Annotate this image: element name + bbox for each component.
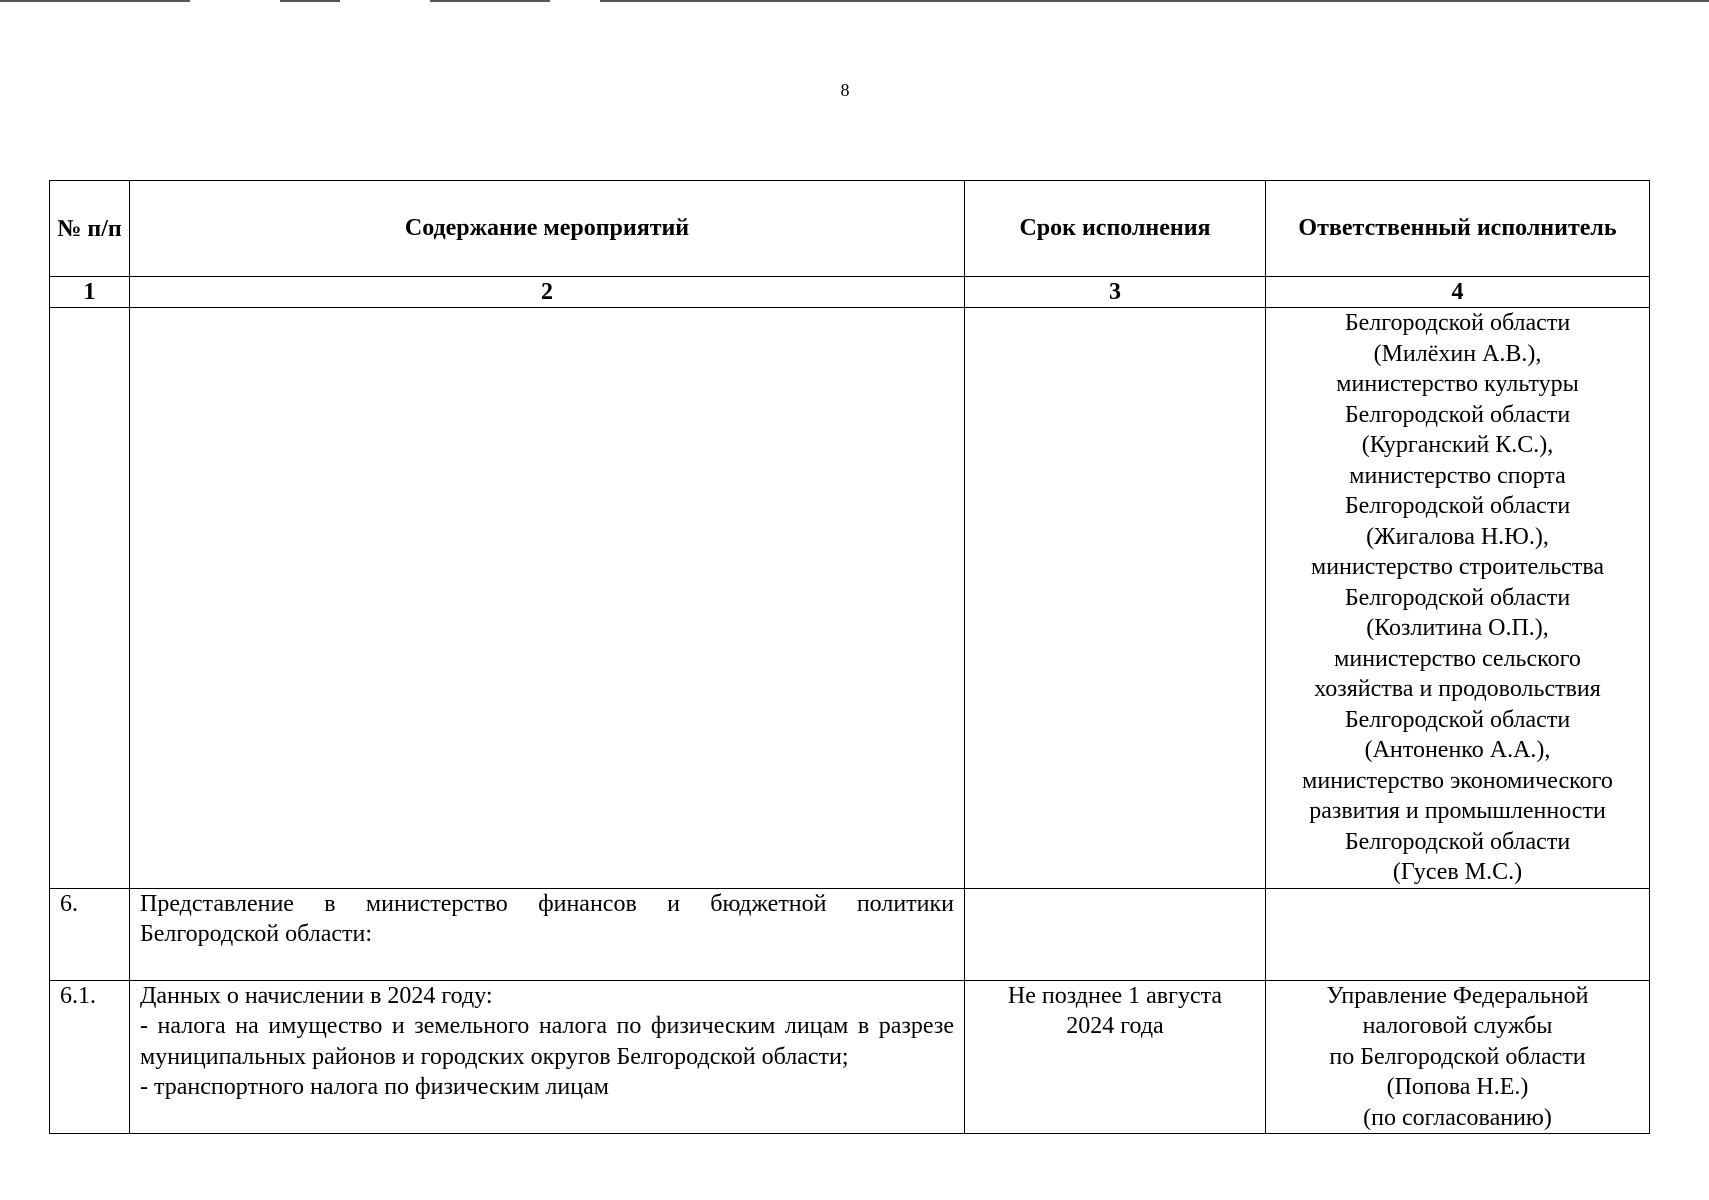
content-cell bbox=[130, 980, 965, 1134]
table-row bbox=[50, 888, 1650, 980]
column-number: 1 bbox=[50, 277, 130, 308]
content-cell bbox=[130, 308, 965, 889]
content-bullet: - налога на имущество и земельного налога по физическим лицам в разрезе муниципальных районов и городских округов Белгородской области; bbox=[140, 1013, 954, 1070]
content-line: Представление в министерство финансов и бюджетной политики bbox=[140, 890, 954, 917]
content-line: Белгородской области: bbox=[140, 921, 373, 947]
table-row bbox=[50, 308, 1650, 889]
responsible-line: министерство спорта bbox=[1349, 462, 1566, 489]
responsible-line: Управление Федеральной bbox=[1326, 982, 1589, 1009]
row-number-cell: 6. bbox=[50, 888, 130, 980]
deadline-line: 2024 года bbox=[1066, 1013, 1164, 1039]
responsible-line: министерство экономического bbox=[1302, 767, 1613, 794]
responsible-line: (Жигалова Н.Ю.), bbox=[1366, 523, 1549, 550]
column-number: 3 bbox=[965, 277, 1266, 308]
responsible-line: по Белгородской области bbox=[1329, 1043, 1586, 1070]
responsible-line: министерство культуры bbox=[1336, 371, 1579, 397]
responsible-line: налоговой службы bbox=[1362, 1013, 1553, 1039]
content-cell bbox=[130, 888, 965, 980]
responsible-line: министерство строительства bbox=[1311, 554, 1604, 580]
header-number: № п/п bbox=[50, 181, 130, 277]
column-number-row bbox=[50, 277, 1650, 308]
responsible-cell bbox=[1266, 980, 1650, 1134]
responsible-line: (Милёхин А.В.), bbox=[1373, 340, 1542, 367]
responsible-line: (Козлитина О.П.), bbox=[1366, 615, 1549, 641]
content-bullet: - транспортного налога по физическим лицам bbox=[140, 1074, 609, 1100]
responsible-line: (Антоненко А.А.), bbox=[1364, 737, 1551, 763]
responsible-line: (Курганский К.С.), bbox=[1361, 432, 1554, 458]
table-row bbox=[50, 980, 1650, 1134]
page-number: 8 bbox=[840, 80, 850, 100]
deadline-cell bbox=[965, 980, 1266, 1134]
header-deadline: Срок исполнения bbox=[965, 181, 1266, 277]
column-number: 4 bbox=[1266, 277, 1650, 308]
responsible-line: (Гусев М.С.) bbox=[1392, 859, 1523, 885]
column-number: 2 bbox=[130, 277, 965, 308]
scan-edge-line bbox=[0, 0, 190, 2]
content-intro: Данных о начислении в 2024 году: bbox=[140, 982, 493, 1009]
scan-edge-line bbox=[280, 0, 340, 2]
responsible-line: Белгородской области bbox=[1344, 584, 1571, 611]
row-number-cell bbox=[50, 308, 130, 889]
table-header-row bbox=[50, 181, 1650, 277]
responsible-line: (Попова Н.Е.) bbox=[1386, 1074, 1529, 1100]
responsible-line: развития и промышленности bbox=[1309, 798, 1606, 824]
responsible-line: Белгородской области bbox=[1344, 706, 1571, 733]
responsible-line: Белгородской области bbox=[1344, 310, 1571, 336]
action-plan-table bbox=[49, 180, 1650, 1134]
header-responsible: Ответственный исполнитель bbox=[1266, 181, 1650, 277]
scan-edge-line bbox=[600, 0, 1709, 2]
deadline-cell bbox=[965, 888, 1266, 980]
header-content: Содержание мероприятий bbox=[130, 181, 965, 277]
responsible-line: Белгородской области bbox=[1344, 401, 1571, 428]
responsible-cell bbox=[1266, 308, 1650, 889]
responsible-line: Белгородской области bbox=[1344, 828, 1571, 855]
responsible-cell bbox=[1266, 888, 1650, 980]
responsible-line: хозяйства и продовольствия bbox=[1314, 676, 1601, 702]
deadline-line: Не позднее 1 августа bbox=[1007, 982, 1223, 1009]
deadline-cell bbox=[965, 308, 1266, 889]
scan-edge-line bbox=[430, 0, 550, 2]
row-number-cell: 6.1. bbox=[50, 980, 130, 1134]
responsible-line: министерство сельского bbox=[1334, 645, 1581, 672]
responsible-line: (по согласованию) bbox=[1363, 1104, 1552, 1131]
responsible-line: Белгородской области bbox=[1344, 493, 1571, 519]
